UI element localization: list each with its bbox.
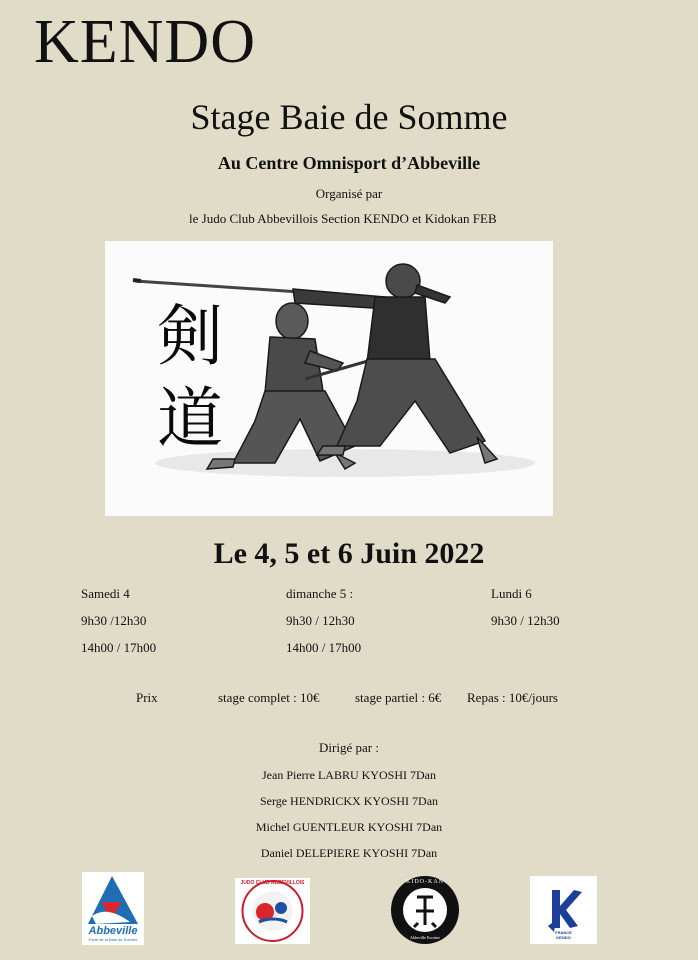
organisers: le Judo Club Abbevillois Section KENDO et Kidokan FEB (189, 211, 497, 226)
france-kendo-line2: KENDO (556, 935, 571, 940)
director-name: Serge HENDRICKX KYOSHI 7Dan (259, 794, 439, 808)
kidokan-logo (390, 875, 460, 945)
schedule-day-1-afternoon: 14h00 / 17h00 (81, 640, 157, 655)
venue: Au Centre Omnisport d’Abbeville (217, 153, 481, 173)
event-dates: Le 4, 5 et 6 Juin 2022 (213, 537, 485, 570)
schedule-day-3: Lundi 6 (491, 586, 532, 601)
france-kendo-line1: FRANCE (555, 930, 572, 935)
abbeville-logo-tagline: Porte de la Baie de Somme (88, 937, 138, 942)
price-meals: Repas : 10€/jours (467, 690, 558, 705)
calligraphy-do: 道 (157, 380, 223, 457)
abbeville-logo (82, 872, 144, 945)
organised-label: Organisé par (315, 186, 383, 201)
kidokan-logo-text: KIDO-KAN (406, 879, 444, 885)
schedule-day-2: dimanche 5 : (286, 586, 354, 601)
abbeville-logo-name: Abbeville (88, 925, 138, 937)
france-kendo-logo (530, 876, 597, 944)
directed-by-label: Dirigé par : (319, 740, 379, 755)
schedule-day-3-morning: 9h30 / 12h30 (491, 613, 560, 628)
page-title: KENDO (34, 8, 256, 76)
kendo-fighters-drawing (105, 241, 553, 516)
schedule-day-2-morning: 9h30 / 12h30 (286, 613, 355, 628)
kidokan-logo-subtext: Abbeville Escrime (410, 935, 440, 940)
judo-club-logo (235, 878, 310, 944)
price-label: Prix (136, 690, 158, 705)
judo-club-logo-mark (235, 878, 310, 944)
price-full-stage: stage complet : 10€ (218, 690, 320, 705)
price-partial-stage: stage partiel : 6€ (355, 690, 442, 705)
director-name: Jean Pierre LABRU KYOSHI 7Dan (262, 768, 436, 782)
schedule-day-1: Samedi 4 (81, 586, 130, 601)
schedule-day-2-afternoon: 14h00 / 17h00 (286, 640, 362, 655)
director-name: Michel GUENTLEUR KYOSHI 7Dan (255, 820, 443, 834)
director-name: Daniel DELEPIERE KYOSHI 7Dan (260, 846, 438, 860)
judo-club-logo-text: JUDO CLUB ABBEVILLOIS (240, 880, 305, 886)
stage-title: Stage Baie de Somme (190, 97, 508, 137)
calligraphy-ken: 剣 (157, 298, 223, 375)
schedule-day-1-morning: 9h30 /12h30 (81, 613, 147, 628)
kendo-illustration (105, 241, 553, 516)
